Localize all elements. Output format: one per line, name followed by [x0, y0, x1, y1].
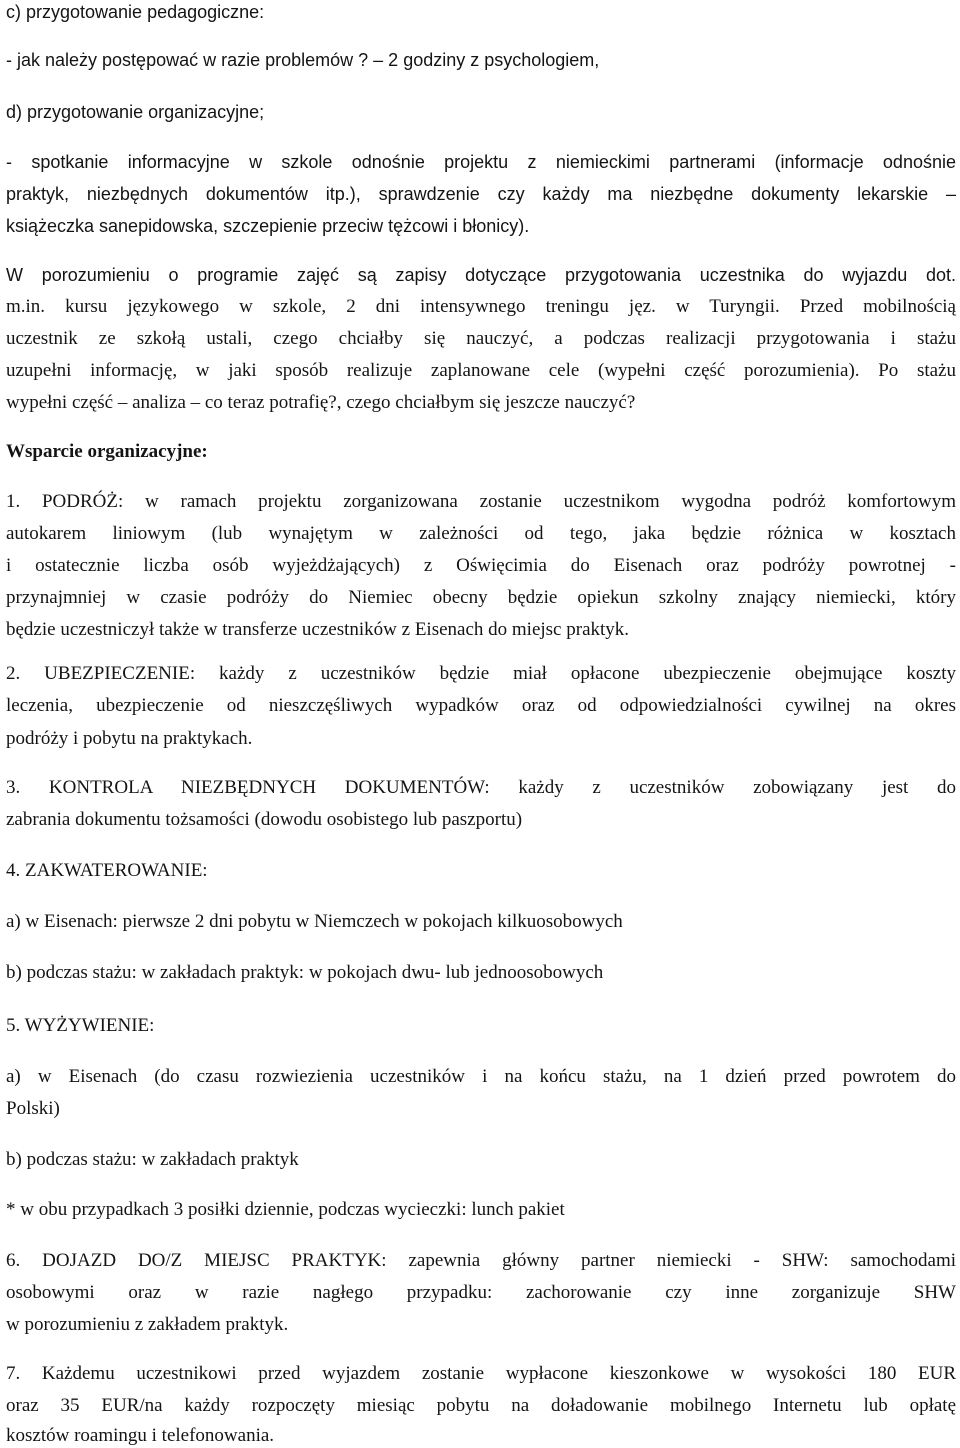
meals-item-a-line: Polski): [6, 1098, 60, 1119]
commute-line: w porozumieniu z zakładem praktyk.: [6, 1314, 289, 1335]
documents-check-line: zabrania dokumentu tożsamości (dowodu osobistego lub paszportu): [6, 809, 523, 830]
insurance-line: podróży i pobytu na praktykach.: [6, 728, 253, 749]
insurance-line: 2. UBEZPIECZENIE: każdy z uczestników będzie miał opłacone ubezpieczenie obejmujące koszty: [6, 663, 956, 684]
accommodation-item-a: a) w Eisenach: pierwsze 2 dni pobytu w Niemczech w pokojach kilkuosobowych: [6, 911, 623, 932]
commute-line: 6. DOJAZD DO/Z MIEJSC PRAKTYK: zapewnia główny partner niemiecki - SHW: samochodami: [6, 1250, 956, 1271]
meals-note: * w obu przypadkach 3 posiłki dziennie, podczas wycieczki: lunch pakiet: [6, 1199, 565, 1220]
organizational-item-line: praktyk, niezbędnych dokumentów itp.), sprawdzenie czy każdy ma niezbędne dokumenty lekarskie –: [6, 184, 956, 204]
pocket-money-line: kosztów roamingu i telefonowania.: [6, 1425, 275, 1446]
section-heading-pedagogical: c) przygotowanie pedagogiczne:: [6, 2, 265, 22]
agreement-paragraph-line: uzupełni informację, w jaki sposób realizuje zaplanowane cele (wypełni część porozumienia). Po stażu: [6, 360, 956, 381]
travel-line: i ostatecznie liczba osób wyjeżdżających) z Oświęcimia do Eisenach oraz podróży powrotnej -: [6, 555, 956, 576]
section-heading-organizational: d) przygotowanie organizacyjne;: [6, 102, 265, 122]
travel-line: 1. PODRÓŻ: w ramach projektu zorganizowana zostanie uczestnikom wygodna podróż komfortowym: [6, 491, 956, 512]
agreement-paragraph-line: W porozumieniu o programie zajęć są zapisy dotyczące przygotowania uczestnika do wyjazdu dot.: [6, 265, 956, 285]
support-heading: Wsparcie organizacyjne:: [6, 441, 208, 462]
agreement-paragraph-line: m.in. kursu językowego w szkole, 2 dni intensywnego treningu jęz. w Turyngii. Przed mobilnością: [6, 296, 956, 317]
travel-line: będzie uczestniczył także w transferze uczestników z Eisenach do miejsc praktyk.: [6, 619, 630, 640]
travel-line: autokarem liniowym (lub wynajętym w zależności od tego, jaka będzie różnica w kosztach: [6, 523, 956, 544]
accommodation-heading: 4. ZAKWATEROWANIE:: [6, 860, 208, 881]
commute-line: osobowymi oraz w razie nagłego przypadku: zachorowanie czy inne zorganizuje SHW: [6, 1282, 956, 1303]
organizational-item-line: książeczka sanepidowska, szczepienie przeciw tężcowi i błonicy).: [6, 216, 530, 236]
pocket-money-line: 7. Każdemu uczestnikowi przed wyjazdem zostanie wypłacone kieszonkowe w wysokości 180 EUR: [6, 1363, 956, 1384]
agreement-paragraph-line: wypełni część – analiza – co teraz potrafię?, czego chciałbym się jeszcze nauczyć?: [6, 392, 636, 413]
insurance-line: leczenia, ubezpieczenie od nieszczęśliwych wypadków oraz od odpowiedzialności cywilnej na okres: [6, 695, 956, 716]
meals-item-a-line: a) w Eisenach (do czasu rozwiezienia uczestników i na końcu stażu, na 1 dzień przed powrotem do: [6, 1066, 956, 1087]
meals-heading: 5. WYŻYWIENIE:: [6, 1015, 155, 1036]
documents-check-line: 3. KONTROLA NIEZBĘDNYCH DOKUMENTÓW: każdy z uczestników zobowiązany jest do: [6, 777, 956, 798]
organizational-item-line: - spotkanie informacyjne w szkole odnośnie projektu z niemieckimi partnerami (informacje odnośnie: [6, 152, 956, 172]
pocket-money-line: oraz 35 EUR/na każdy rozpoczęty miesiąc pobytu na doładowanie mobilnego Internetu lub opłatę: [6, 1395, 956, 1416]
travel-line: przynajmniej w czasie podróży do Niemiec obecny będzie opiekun szkolny znający niemiecki, który: [6, 587, 956, 608]
agreement-paragraph-line: uczestnik ze szkołą ustali, czego chciałby się nauczyć, a podczas realizacji przygotowania i stażu: [6, 328, 956, 349]
pedagogical-item: - jak należy postępować w razie problemów ? – 2 godziny z psychologiem,: [6, 50, 600, 70]
accommodation-item-b: b) podczas stażu: w zakładach praktyk: w pokojach dwu- lub jednoosobowych: [6, 962, 604, 983]
meals-item-b: b) podczas stażu: w zakładach praktyk: [6, 1149, 299, 1170]
